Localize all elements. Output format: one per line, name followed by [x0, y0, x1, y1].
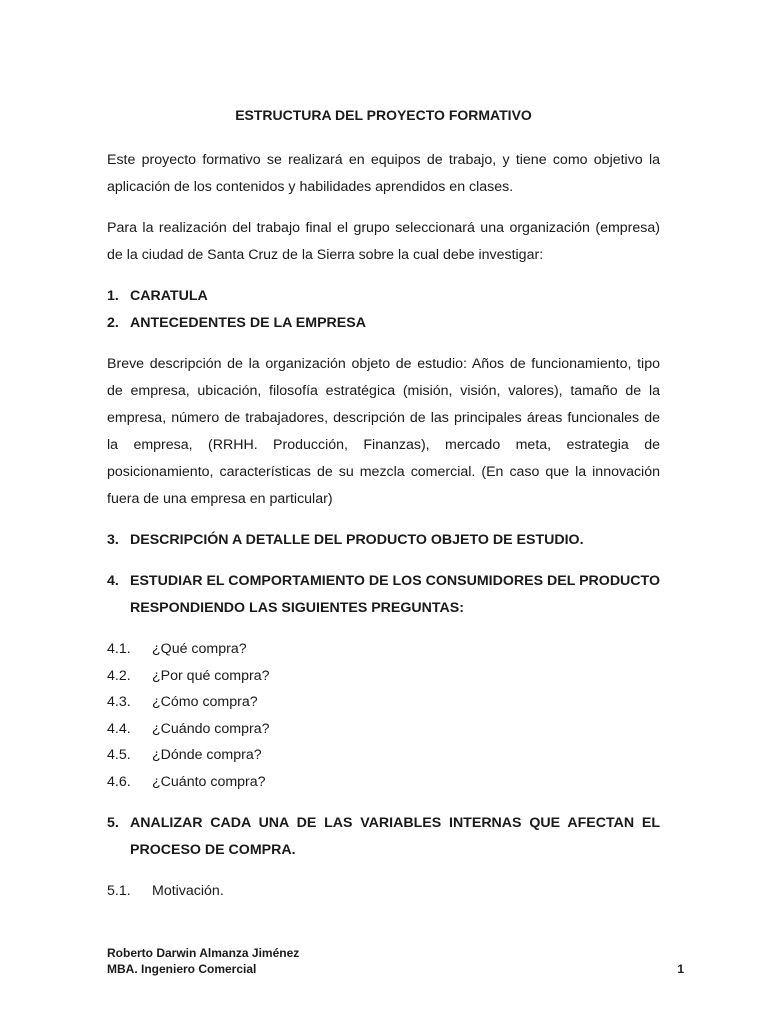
- footer-credentials: MBA. Ingeniero Comercial: [107, 962, 257, 976]
- list-item: [107, 716, 660, 743]
- list-item-text: ¿Por qué compra?: [152, 667, 270, 684]
- section-title: ANALIZAR CADA UNA DE LAS VARIABLES INTERNAS QUE AFECTAN EL PROCESO DE COMPRA.: [130, 814, 660, 858]
- section-heading-antecedentes: [107, 310, 660, 337]
- list-item-text: ¿Qué compra?: [152, 641, 247, 657]
- section-number: 3.: [107, 532, 119, 548]
- list-item-text: ¿Dónde compra?: [152, 747, 262, 764]
- section-heading-comportamiento: [107, 568, 660, 622]
- list-item: [107, 769, 660, 796]
- instructions-paragraph: Para la realización del trabajo final el grupo seleccionará una organización (empresa) de la ciudad de Santa Cruz de la Sierra sobre la cual debe investigar:: [107, 220, 660, 263]
- page-number: 1: [677, 962, 684, 976]
- list-item-number: 4.6.: [107, 773, 131, 790]
- section-heading-descripcion: [107, 527, 660, 554]
- section-number: 5.: [107, 814, 119, 831]
- list-item-number: 5.1.: [107, 882, 131, 899]
- list-item-number: 4.2.: [107, 667, 131, 684]
- section-number: 4.: [107, 573, 119, 589]
- antecedentes-description: Breve descripción de la organización objeto de estudio: Años de funcionamiento, tipo de empresa, ubicación, filosofía estratégica (misión, visión, valores), tamaño de la empresa, número de trabajadores, descripción de las principales áreas funcionales de la empresa, (RRHH. Producción, Finanzas), mercado meta, estrategia de posicionamiento, características de su mezcla comercial. (En caso que la innovación fuera de una empresa en particular): [107, 356, 660, 507]
- list-item-text: ¿Cómo compra?: [152, 694, 258, 711]
- footer-author: Roberto Darwin Almanza Jiménez: [107, 946, 300, 960]
- page-title: ESTRUCTURA DEL PROYECTO FORMATIVO: [235, 107, 532, 123]
- list-item: [107, 742, 660, 769]
- list-item-number: 4.4.: [107, 720, 131, 737]
- list-item: [107, 663, 660, 690]
- list-item: [107, 636, 660, 663]
- list-item-number: 4.3.: [107, 694, 131, 711]
- section-title: DESCRIPCIÓN A DETALLE DEL PRODUCTO OBJETO DE ESTUDIO.: [130, 532, 584, 548]
- list-item-number: 4.1.: [107, 641, 131, 657]
- list-item-text: ¿Cuándo compra?: [152, 720, 270, 737]
- footer-line: [107, 961, 684, 977]
- list-item-text: ¿Cuánto compra?: [152, 773, 266, 790]
- list-item: [107, 689, 660, 716]
- section-title: CARATULA: [130, 288, 208, 304]
- consumer-questions-list: [107, 636, 660, 796]
- page-footer: [107, 945, 684, 977]
- intro-paragraph: Este proyecto formativo se realizará en equipos de trabajo, y tiene como objetivo la aplicación de los contenidos y habilidades aprendidos en clases.: [107, 152, 660, 195]
- document-body: [107, 105, 660, 918]
- section-number: 2.: [107, 315, 119, 331]
- list-item-text: Motivación.: [152, 882, 224, 899]
- section-heading-variables: [107, 810, 660, 864]
- section-title: ESTUDIAR EL COMPORTAMIENTO DE LOS CONSUMIDORES DEL PRODUCTO RESPONDIENDO LAS SIGUIENTES PREGUNTAS:: [130, 573, 660, 616]
- section-number: 1.: [107, 288, 119, 304]
- list-item: [107, 878, 660, 905]
- list-item-number: 4.5.: [107, 747, 131, 764]
- section-heading-caratula: [107, 283, 660, 310]
- section-title: ANTECEDENTES DE LA EMPRESA: [130, 315, 366, 331]
- internal-variables-list: [107, 878, 660, 905]
